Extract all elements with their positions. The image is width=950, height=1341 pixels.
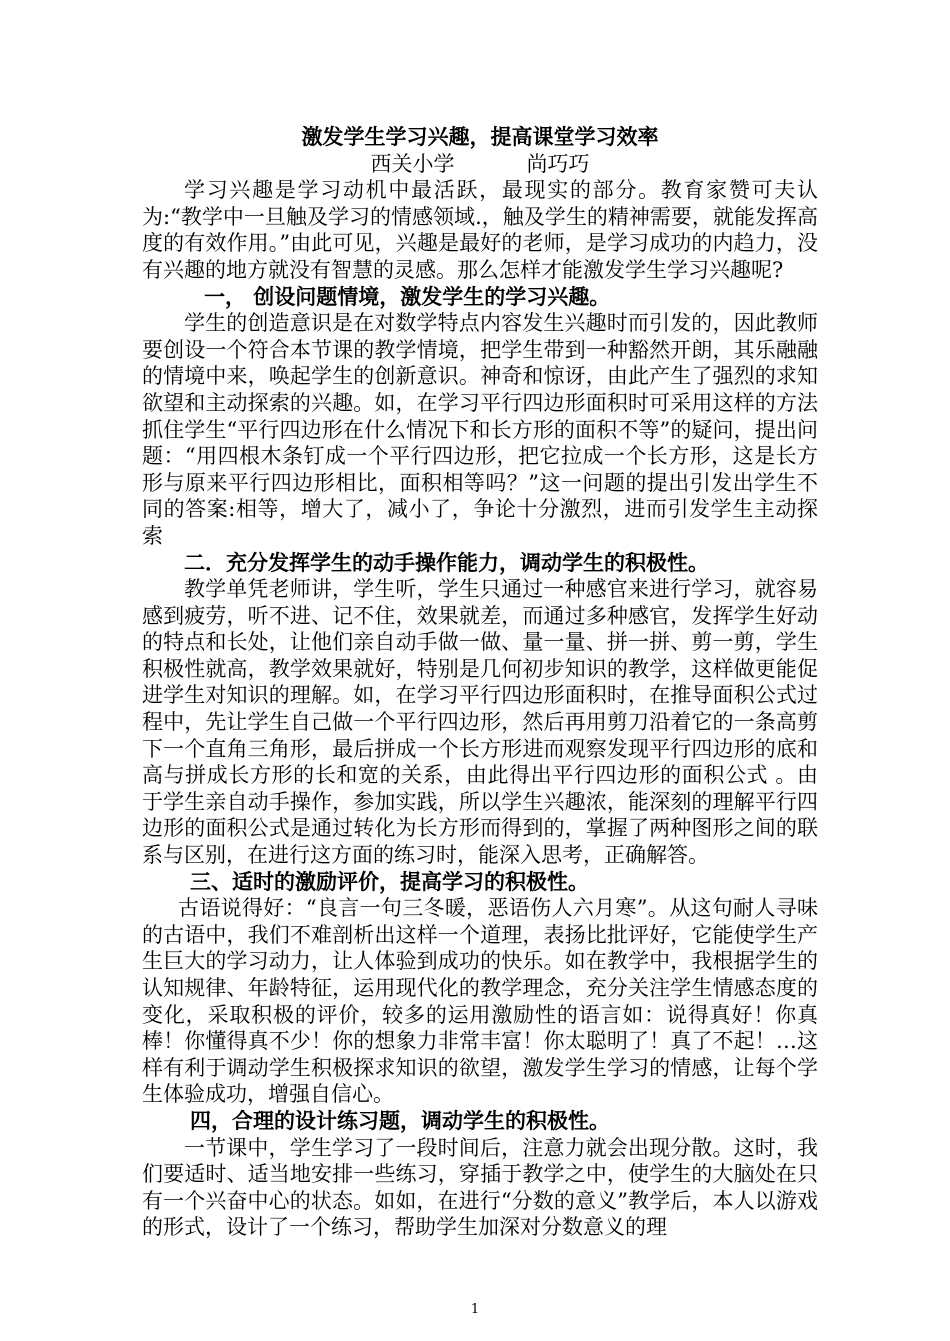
document-title: 激发学生学习兴趣，提高课堂学习效率 bbox=[301, 124, 659, 149]
section-heading-1: 一， 创设问题情境，激发学生的学习兴趣。 bbox=[204, 283, 611, 309]
section-body-4: 一节课中，学生学习了一段时间后，注意力就会出现分散。这时，我们要适时、适当地安排一些练习，穿插于教学之中，使学生的大脑处在只有一个兴奋中心的状态。如如，在进行“分数的意义”教学后，本人以游戏的形式，设计了一个练习，帮助学生加深对分数意义的理 bbox=[142, 1135, 818, 1240]
document-body bbox=[142, 124, 818, 1241]
author-name: 尚巧巧 bbox=[526, 151, 590, 176]
section-heading-4: 四，合理的设计练习题，调动学生的积极性。 bbox=[190, 1107, 610, 1133]
school-name: 西关小学 bbox=[370, 151, 455, 176]
page-number: 1 bbox=[470, 1302, 480, 1317]
intro-paragraph: 学习兴趣是学习动机中最活跃，最现实的部分。教育家赞可夫认为:“教学中一旦触及学习的情感领域.，触及学生的精神需要，就能发挥高度的有效作用。”由此可见，兴趣是最好的老师，是学习成功的内趋力，没有兴趣的地方就没有智慧的灵感。那么怎样才能激发学生学习兴趣呢? bbox=[142, 178, 818, 282]
section-heading-3: 三、适时的激励评价，提高学习的积极性。 bbox=[190, 868, 589, 894]
section-body-1: 学生的创造意识是在对数学特点内容发生兴趣时而引发的，因此教师要创设一个符合本节课的教学情境，把学生带到一种豁然开朗，其乐融融的情境中来，唤起学生的创新意识。神奇和惊讶，由此产生了强烈的求知欲望和主动探索的兴趣。如，在学习平行四边形面积时可采用这样的方法抓住学生“平行四边形在什么情况下和长方形的面积不等”的疑问，提出问题：“用四根木条钉成一个平行四边形，把它拉成一个长方形，这是长方形与原来平行四边形相比，面积相等吗？”这一问题的提出引发出学生不同的答案:相等，增大了，减小了，争论十分激烈，进而引发学生主动探索 bbox=[142, 311, 818, 548]
section-heading-2: 二．充分发挥学生的动手操作能力，调动学生的积极性。 bbox=[184, 549, 709, 575]
byline bbox=[142, 151, 818, 178]
section-body-3: 古语说得好：“良言一句三冬暖，恶语伤人六月寒”。从这句耐人寻味的古语中，我们不难剖析出这样一个道理，表扬比批评好，它能使学生产生巨大的学习动力，让人体验到成功的快乐。如在教学中，我根据学生的认知规律、年龄特征，运用现代化的教学理念，充分关注学生情感态度的变化，采取积极的评价，较多的运用激励性的语言如：说得真好！你真棒！你懂得真不少！你的想象力非常丰富！你太聪明了！真了不起！…这样有利于调动学生积极探求知识的欲望，激发学生学习的情感，让每个学生体验成功，增强自信心。 bbox=[142, 896, 818, 1107]
section-body-2: 教学单凭老师讲，学生听，学生只通过一种感官来进行学习，就容易感到疲劳，听不进、记不住，效果就差，而通过多种感官，发挥学生好动的特点和长处，让他们亲自动手做一做、量一量、拼一拼、剪一剪，学生积极性就高，教学效果就好，特别是几何初步知识的教学，这样做更能促进学生对知识的理解。如，在学习平行四边形面积时，在推导面积公式过程中，先让学生自己做一个平行四边形，然后再用剪刀沿着它的一条高剪下一个直角三角形，最后拼成一个长方形进而观察发现平行四边形的底和高与拼成长方形的长和宽的关系，由此得出平行四边形的面积公式 。由于学生亲自动手操作，参加实践，所以学生兴趣浓，能深刻的理解平行四边形的面积公式是通过转化为长方形而得到的，掌握了两种图形之间的联系与区别，在进行这方面的练习时，能深入思考，正确解答。 bbox=[142, 577, 818, 868]
